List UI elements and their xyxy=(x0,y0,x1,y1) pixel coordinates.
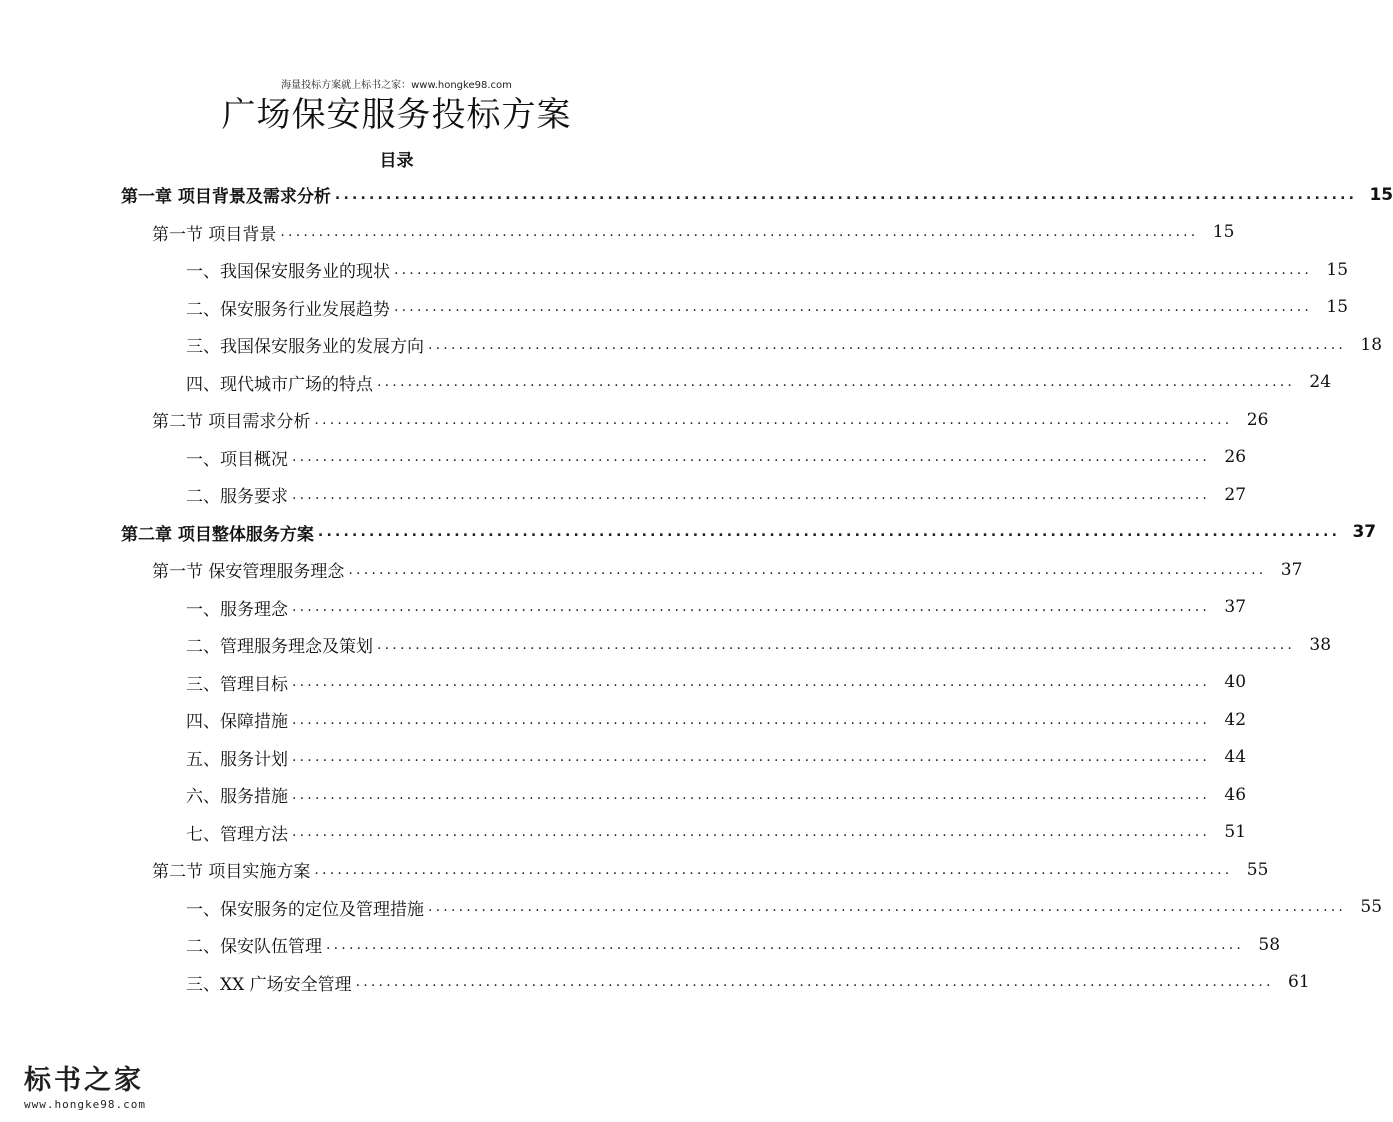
toc-entry-label: 二、保安队伍管理 xyxy=(186,937,322,958)
table-of-contents xyxy=(0,176,1393,1001)
toc-entry-page: 58 xyxy=(1258,934,1281,955)
toc-entry[interactable] xyxy=(0,814,1247,852)
toc-leader-dots: ........................................................................................................................ xyxy=(428,899,1347,916)
top-note: 海量投标方案就上标书之家：www.hongke98.com xyxy=(281,80,512,91)
toc-entry-label: 第二章 项目整体服务方案 xyxy=(121,524,314,545)
toc-leader-dots: ........................................................................................................................ xyxy=(292,449,1211,466)
toc-entry-label: 第二节 项目实施方案 xyxy=(152,862,311,883)
toc-leader-dots: ........................................................................................................................ xyxy=(292,711,1211,728)
toc-leader-dots: ........................................................................................................................ xyxy=(394,299,1313,316)
toc-leader-dots: ........................................................................................................................ xyxy=(292,824,1211,841)
toc-entry[interactable] xyxy=(0,776,1247,814)
toc-entry[interactable] xyxy=(0,289,1349,327)
toc-entry-page: 24 xyxy=(1309,372,1332,393)
toc-heading: 目录 xyxy=(379,151,414,171)
toc-entry[interactable] xyxy=(0,889,1383,927)
toc-entry-page: 15 xyxy=(1369,184,1393,205)
toc-entry-page: 15 xyxy=(1326,259,1349,280)
toc-entry-page: 55 xyxy=(1360,897,1383,918)
toc-leader-dots: ........................................................................................................................ xyxy=(377,374,1296,391)
toc-entry[interactable] xyxy=(0,439,1247,477)
toc-entry-page: 51 xyxy=(1224,822,1247,843)
toc-entry[interactable] xyxy=(0,701,1247,739)
toc-entry[interactable] xyxy=(0,214,1235,252)
toc-entry-page: 42 xyxy=(1224,709,1247,730)
toc-entry-label: 二、管理服务理念及策划 xyxy=(186,637,373,658)
toc-entry[interactable] xyxy=(0,739,1247,777)
toc-entry-page: 37 xyxy=(1352,522,1377,543)
toc-entry-page: 61 xyxy=(1288,972,1310,993)
footer-brand: 标书之家 xyxy=(24,1065,144,1096)
toc-entry-label: 一、我国保安服务业的现状 xyxy=(186,262,390,283)
toc-entry-page: 44 xyxy=(1224,747,1247,768)
toc-entry[interactable] xyxy=(0,926,1281,964)
toc-entry-label: 一、保安服务的定位及管理措施 xyxy=(186,899,424,920)
toc-entry-page: 37 xyxy=(1224,597,1247,618)
toc-entry-label: 三、管理目标 xyxy=(186,674,288,695)
toc-entry-page: 15 xyxy=(1212,222,1235,243)
toc-entry-page: 26 xyxy=(1246,409,1269,430)
toc-entry[interactable] xyxy=(0,401,1269,439)
toc-entry-page: 26 xyxy=(1224,447,1247,468)
toc-leader-dots: ........................................................................................................................ xyxy=(348,561,1267,578)
toc-entry[interactable] xyxy=(0,664,1247,702)
toc-leader-dots: ........................................................................................................................ xyxy=(428,336,1347,353)
toc-entry-label: 三、XX 广场安全管理 xyxy=(186,974,352,995)
toc-entry[interactable] xyxy=(0,851,1269,889)
toc-entry-label: 七、管理方法 xyxy=(186,824,288,845)
toc-leader-dots: ........................................................................................................................ xyxy=(317,524,1341,541)
toc-leader-dots: ........................................................................................................................ xyxy=(326,936,1245,953)
toc-entry-page: 38 xyxy=(1309,634,1332,655)
toc-entry-page: 27 xyxy=(1224,484,1247,505)
toc-leader-dots: ........................................................................................................................ xyxy=(314,411,1233,428)
toc-entry[interactable] xyxy=(0,476,1247,514)
toc-leader-dots: ........................................................................................................................ xyxy=(394,261,1313,278)
toc-entry[interactable] xyxy=(0,514,1377,552)
toc-leader-dots: ........................................................................................................................ xyxy=(377,636,1296,653)
toc-entry[interactable] xyxy=(0,326,1383,364)
toc-leader-dots: ........................................................................................................................ xyxy=(334,186,1358,203)
toc-entry[interactable] xyxy=(0,364,1332,402)
toc-entry-label: 第一节 保安管理服务理念 xyxy=(152,562,345,583)
toc-entry-label: 四、保障措施 xyxy=(186,712,288,733)
toc-leader-dots: ........................................................................................................................ xyxy=(355,974,1274,991)
toc-entry-page: 55 xyxy=(1246,859,1269,880)
toc-entry[interactable] xyxy=(0,964,1310,1002)
toc-entry-label: 一、服务理念 xyxy=(186,599,288,620)
toc-leader-dots: ........................................................................................................................ xyxy=(292,599,1211,616)
toc-entry-page: 40 xyxy=(1224,672,1247,693)
toc-entry[interactable] xyxy=(0,551,1303,589)
toc-entry[interactable] xyxy=(0,626,1332,664)
document-title: 广场保安服务投标方案 xyxy=(221,95,572,135)
toc-entry[interactable] xyxy=(0,251,1349,289)
toc-entry-label: 五、服务计划 xyxy=(186,749,288,770)
toc-entry-label: 第一节 项目背景 xyxy=(152,224,277,245)
toc-entry-page: 37 xyxy=(1280,559,1303,580)
toc-leader-dots: ........................................................................................................................ xyxy=(292,674,1211,691)
footer-logo xyxy=(24,1064,204,1120)
footer-site: www.hongke98.com xyxy=(24,1098,146,1111)
toc-entry[interactable] xyxy=(0,176,1393,214)
toc-leader-dots: ........................................................................................................................ xyxy=(292,786,1211,803)
toc-entry-label: 三、我国保安服务业的发展方向 xyxy=(186,337,424,358)
toc-entry-label: 第二节 项目需求分析 xyxy=(152,412,311,433)
toc-entry-label: 二、保安服务行业发展趋势 xyxy=(186,299,390,320)
toc-leader-dots: ........................................................................................................................ xyxy=(280,224,1199,241)
toc-entry-page: 46 xyxy=(1224,784,1247,805)
toc-entry-page: 18 xyxy=(1360,334,1383,355)
toc-entry-label: 四、现代城市广场的特点 xyxy=(186,374,373,395)
toc-entry-label: 第一章 项目背景及需求分析 xyxy=(121,187,331,208)
toc-leader-dots: ........................................................................................................................ xyxy=(292,486,1211,503)
toc-entry[interactable] xyxy=(0,589,1247,627)
toc-leader-dots: ........................................................................................................................ xyxy=(314,861,1233,878)
toc-leader-dots: ........................................................................................................................ xyxy=(292,749,1211,766)
toc-entry-label: 二、服务要求 xyxy=(186,487,288,508)
toc-entry-label: 六、服务措施 xyxy=(186,787,288,808)
toc-entry-page: 15 xyxy=(1326,297,1349,318)
toc-entry-label: 一、项目概况 xyxy=(186,449,288,470)
